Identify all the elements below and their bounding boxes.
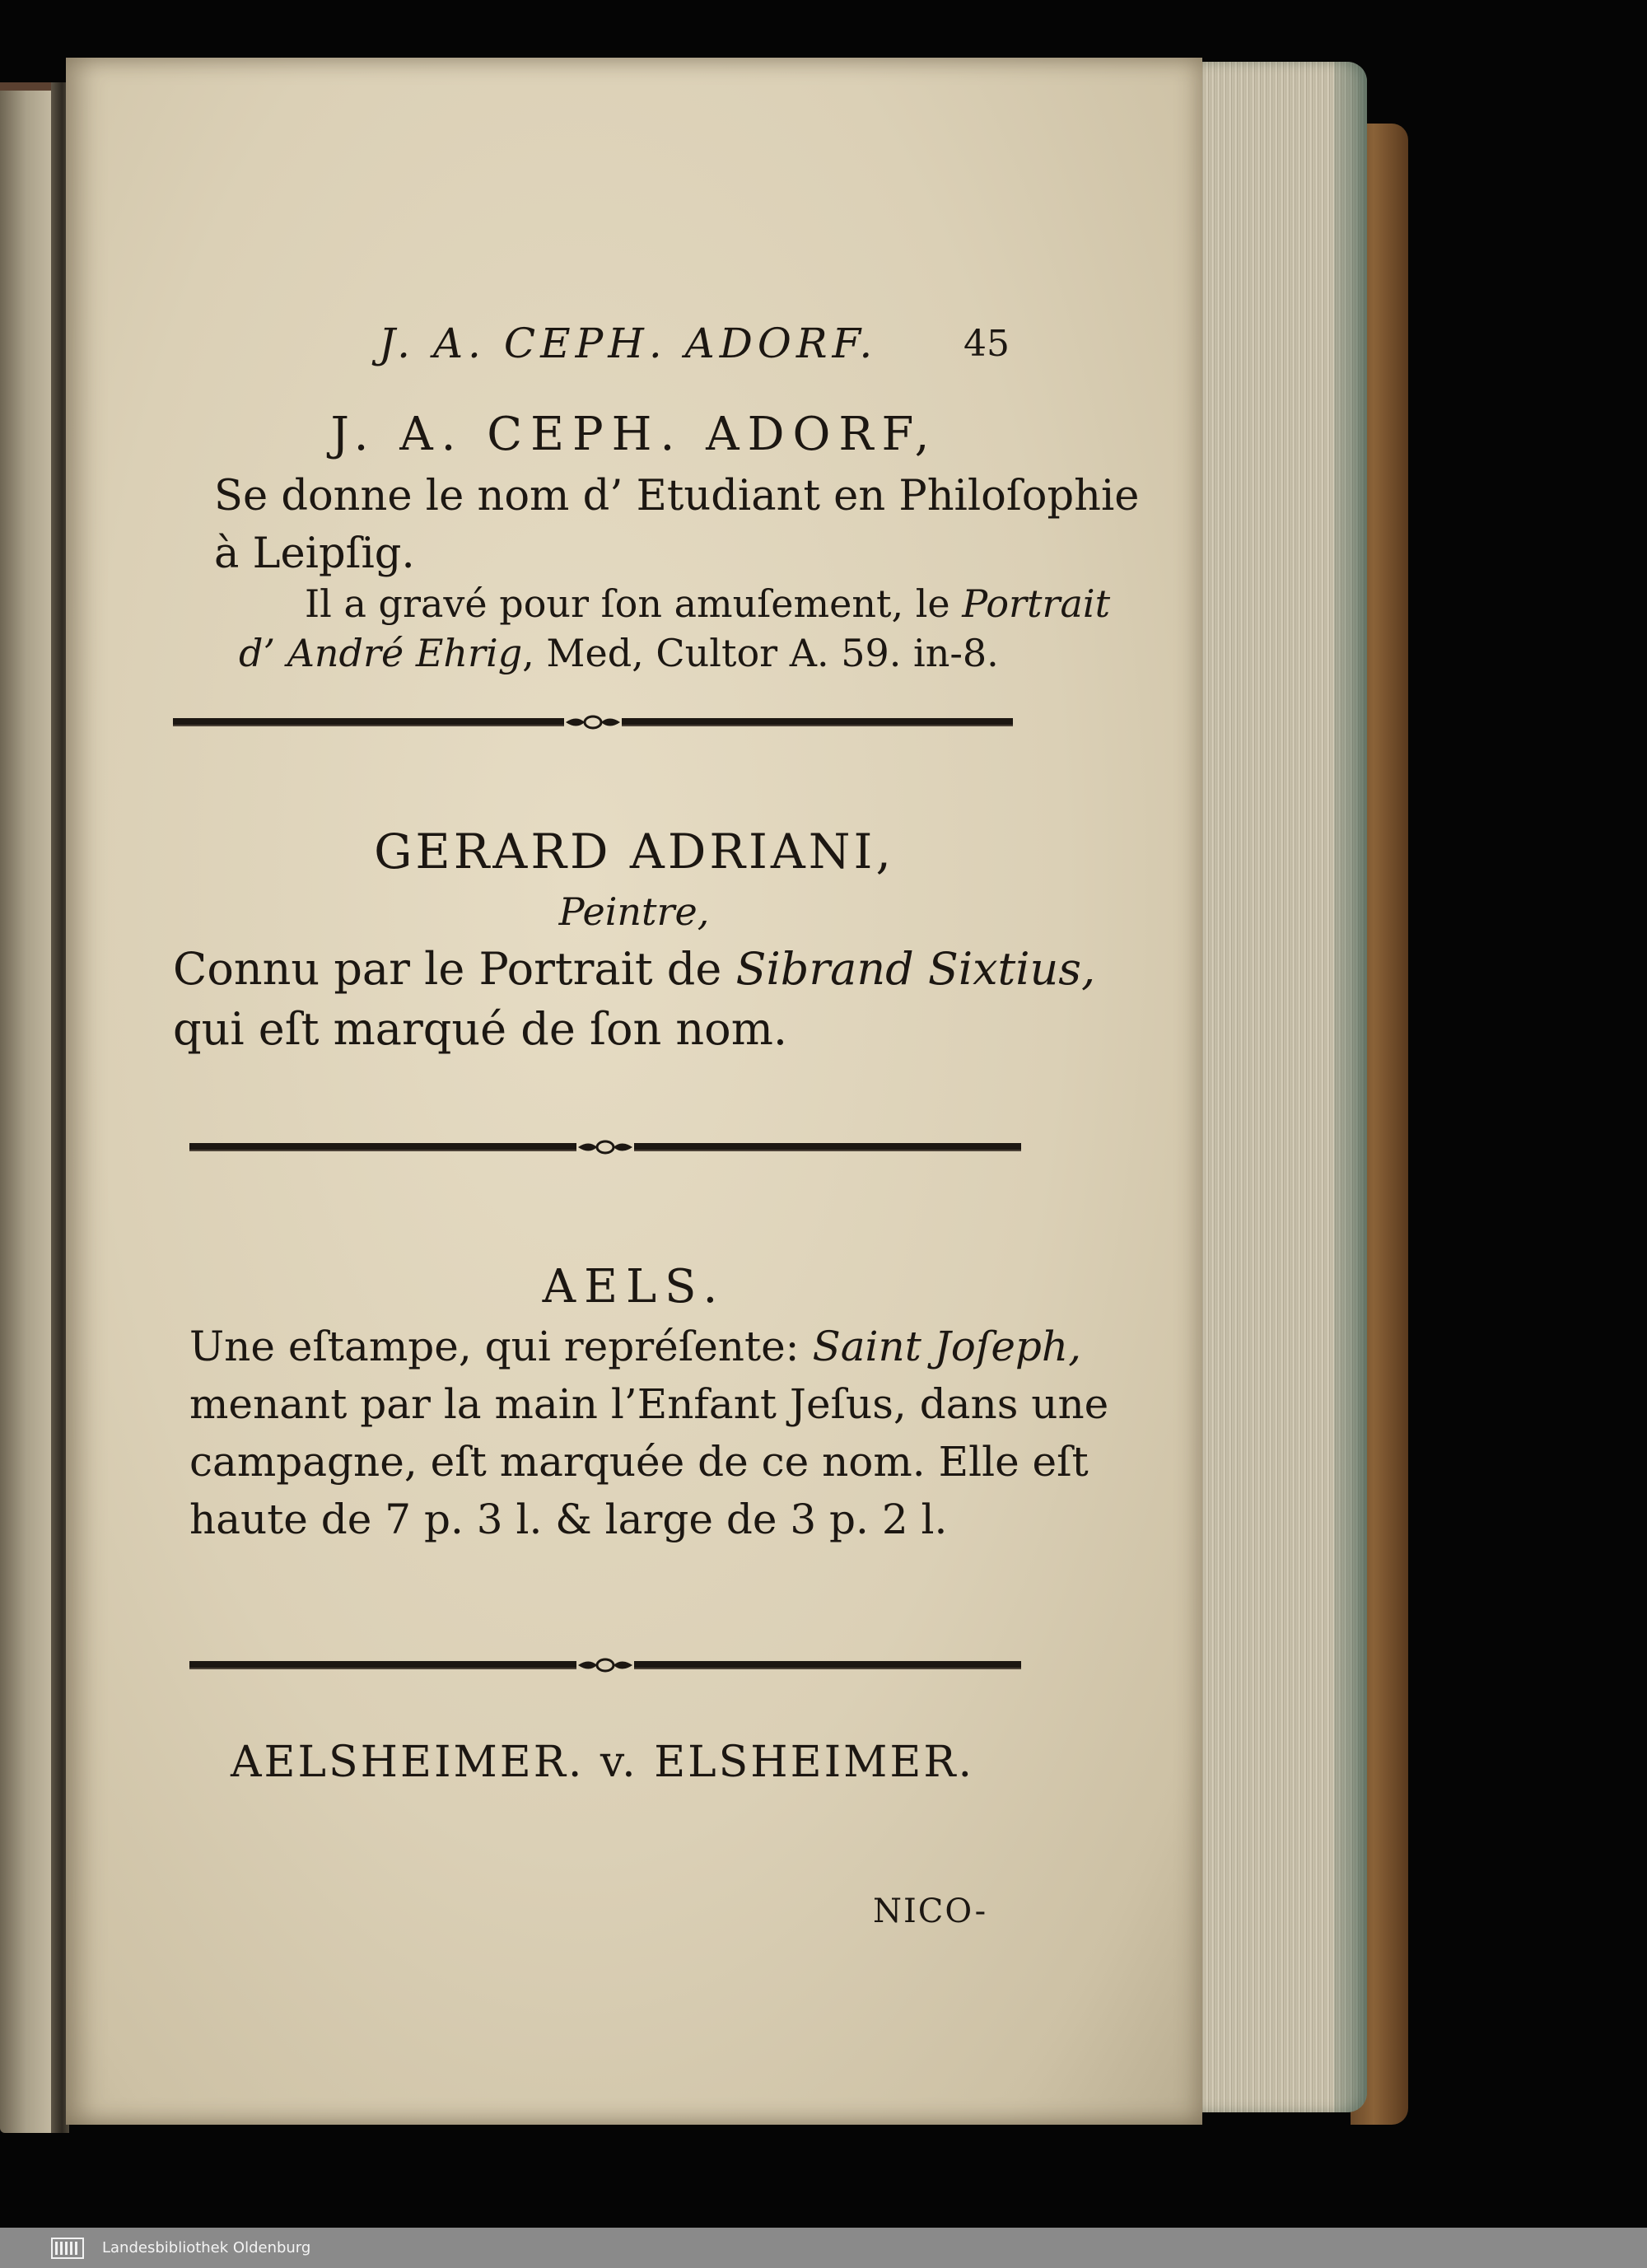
entry-text: Une eſtampe, qui repréſente: — [189, 1323, 800, 1370]
fleuron-icon — [576, 1656, 634, 1674]
rule-bar — [189, 1661, 576, 1669]
entry-note-line — [305, 576, 1110, 631]
entry-text: Connu par le Portrait de — [173, 943, 722, 995]
entry-italic-name: Saint Joſeph, — [812, 1323, 1082, 1370]
entry-line: menant par la main l’Enfant Jeſus, dans une — [189, 1380, 1109, 1428]
rule-bar — [173, 718, 564, 726]
running-head: J. A. CEPH. ADORF. — [379, 320, 878, 367]
entry-heading-aels: AELS. — [542, 1260, 726, 1314]
ornamental-rule — [189, 1659, 1021, 1671]
catchword: NICO- — [873, 1892, 988, 1930]
left-page-edge — [0, 91, 58, 2133]
page-number: 45 — [963, 323, 1010, 365]
library-footer — [0, 2228, 1647, 2268]
entry-italic-name: Sibrand Sixtius, — [735, 943, 1096, 995]
entry-heading-aelsheimer: AELSHEIMER. v. ELSHEIMER. — [231, 1738, 975, 1787]
entry-line: haute de 7 p. 3 l. & large de 3 p. 2 l. — [189, 1496, 948, 1543]
library-building-icon — [51, 2238, 84, 2259]
entry-heading-adorf: J. A. CEPH. ADORF, — [330, 408, 938, 461]
entry-line: qui eſt marqué de ſon nom. — [173, 1003, 788, 1055]
rule-bar — [634, 1143, 1021, 1151]
entry-line — [189, 1318, 1081, 1375]
book-page — [66, 58, 1202, 2125]
note-text: , Med, Cultor A. 59. in-8. — [522, 631, 999, 675]
entry-line — [173, 940, 1095, 998]
ornamental-rule — [189, 1141, 1021, 1153]
note-italic-name: d’ André Ehrig — [239, 631, 523, 675]
entry-heading-adriani: GERARD ADRIANI, — [374, 824, 894, 880]
note-italic-title: Portrait — [962, 581, 1111, 626]
entry-note-line — [239, 626, 999, 680]
page-block-edges — [1186, 62, 1367, 2112]
rule-bar — [189, 1143, 576, 1151]
note-text: Il a gravé pour ſon amuſement, le — [305, 581, 950, 626]
entry-line: à Leipſig. — [214, 530, 415, 578]
rule-bar — [622, 718, 1013, 726]
entry-subheading: Peintre, — [558, 889, 710, 934]
fleuron-icon — [564, 713, 622, 731]
entry-line: campagne, eſt marquée de ce nom. Elle eſt — [189, 1438, 1089, 1486]
entry-line: Se donne le nom d’ Etudiant en Philoſophie — [214, 472, 1140, 520]
fleuron-icon — [576, 1138, 634, 1156]
library-name: Landesbibliothek Oldenburg — [102, 2239, 311, 2256]
rule-bar — [634, 1661, 1021, 1669]
ornamental-rule — [173, 716, 1013, 728]
